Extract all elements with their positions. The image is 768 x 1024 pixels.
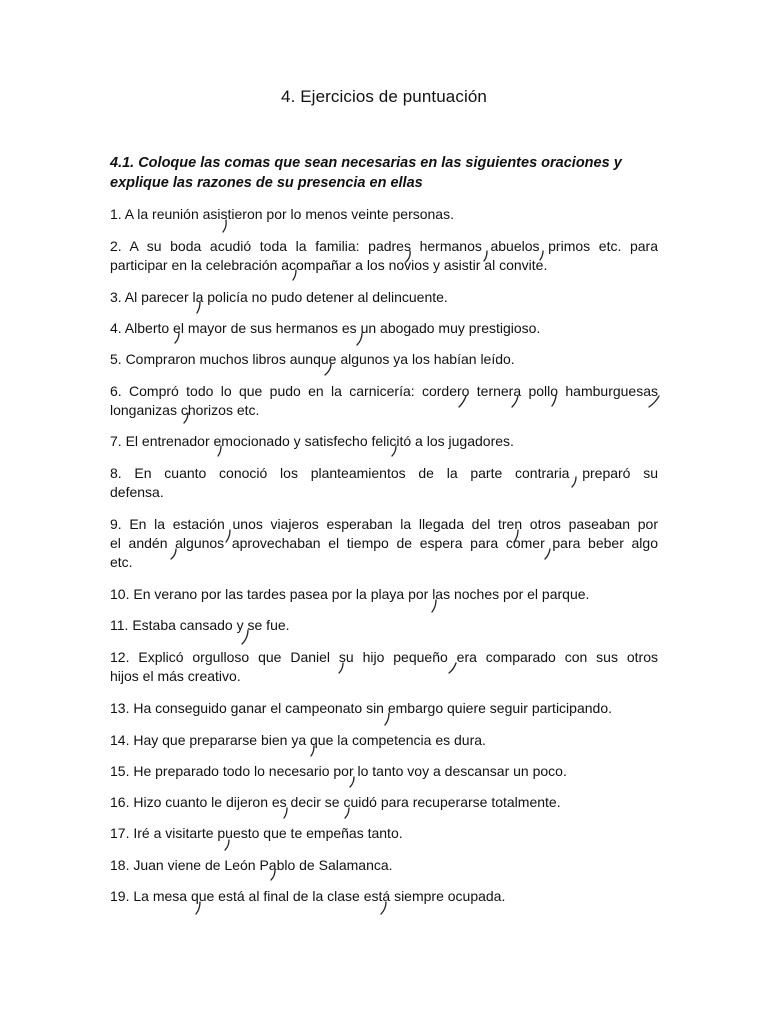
sentence-line: etc. <box>110 554 133 570</box>
sentence-line: 10. En verano por las tardes pasea por la playa por las noches por el parque. <box>110 586 590 602</box>
sentence-line: 3. Al parecer la policía no pudo detener al delincuente. <box>110 289 448 305</box>
exercise-sentence-2 <box>110 237 658 275</box>
sentence-line: 5. Compraron muchos libros aunque algunos ya los habían leído. <box>110 351 515 367</box>
sentence-line: 18. Juan viene de León Pablo de Salamanca. <box>110 857 393 873</box>
document-page <box>110 0 658 1024</box>
sentence-line: 13. Ha conseguido ganar el campeonato sin embargo quiere seguir participando. <box>110 700 612 716</box>
exercise-sentence-13 <box>110 699 658 718</box>
sentence-line: 14. Hay que prepararse bien ya que la competencia es dura. <box>110 732 486 748</box>
exercise-sentence-3 <box>110 288 658 307</box>
exercise-sentence-11 <box>110 616 658 635</box>
exercise-sentence-5 <box>110 350 658 369</box>
sentence-line: participar en la celebración acompañar a los novios y asistir al convite. <box>110 257 548 273</box>
exercise-sentence-10 <box>110 585 658 604</box>
exercise-heading-line: explique las razones de su presencia en ellas <box>110 175 423 191</box>
sentence-line: 2. A su boda acudió toda la familia: padres hermanos abuelos primos etc. para <box>110 238 658 254</box>
sentence-line: 4. Alberto el mayor de sus hermanos es un abogado muy prestigioso. <box>110 320 541 336</box>
exercise-sentence-7 <box>110 432 658 451</box>
exercise-sentence-17 <box>110 824 658 843</box>
exercise-heading <box>110 153 658 193</box>
exercise-sentence-4 <box>110 319 658 338</box>
sentence-line: 19. La mesa que está al final de la clase está siempre ocupada. <box>110 888 506 904</box>
exercise-sentence-9 <box>110 515 658 572</box>
exercise-sentence-18 <box>110 856 658 875</box>
sentence-line: 6. Compró todo lo que pudo en la carnicería: cordero ternera pollo hamburguesas <box>110 383 658 399</box>
sentence-line: 12. Explicó orgulloso que Daniel su hijo pequeño era comparado con sus otros <box>110 649 658 665</box>
sentence-line: defensa. <box>110 484 164 500</box>
sentence-line: 9. En la estación unos viajeros esperaban la llegada del tren otros paseaban por <box>110 516 658 532</box>
exercise-sentence-1 <box>110 205 658 224</box>
exercise-sentence-14 <box>110 731 658 750</box>
sentence-line: 8. En cuanto conoció los planteamientos de la parte contraria preparó su <box>110 465 658 481</box>
sentence-line: 15. He preparado todo lo necesario por lo tanto voy a descansar un poco. <box>110 763 567 779</box>
sentence-line: 11. Estaba cansado y se fue. <box>110 617 290 633</box>
exercise-sentence-12 <box>110 648 658 686</box>
sentence-line: el andén algunos aprovechaban el tiempo de espera para comer para beber algo <box>110 535 658 551</box>
sentence-line: hijos el más creativo. <box>110 668 241 684</box>
sentence-line: 1. A la reunión asistieron por lo menos veinte personas. <box>110 206 454 222</box>
sentence-line: 17. Iré a visitarte puesto que te empeñas tanto. <box>110 825 403 841</box>
page-title: 4. Ejercicios de puntuación <box>281 87 487 106</box>
exercise-sentence-19 <box>110 887 658 906</box>
exercise-sentence-8 <box>110 464 658 502</box>
sentence-line: longanizas chorizos etc. <box>110 402 260 418</box>
exercise-heading-line: 4.1. Coloque las comas que sean necesarias en las siguientes oraciones y <box>110 155 622 171</box>
exercise-sentence-15 <box>110 762 658 781</box>
exercise-sentence-6 <box>110 382 658 420</box>
exercise-sentence-16 <box>110 793 658 812</box>
sentence-line: 16. Hizo cuanto le dijeron es decir se cuidó para recuperarse totalmente. <box>110 794 561 810</box>
sentence-line: 7. El entrenador emocionado y satisfecho felicitó a los jugadores. <box>110 433 514 449</box>
